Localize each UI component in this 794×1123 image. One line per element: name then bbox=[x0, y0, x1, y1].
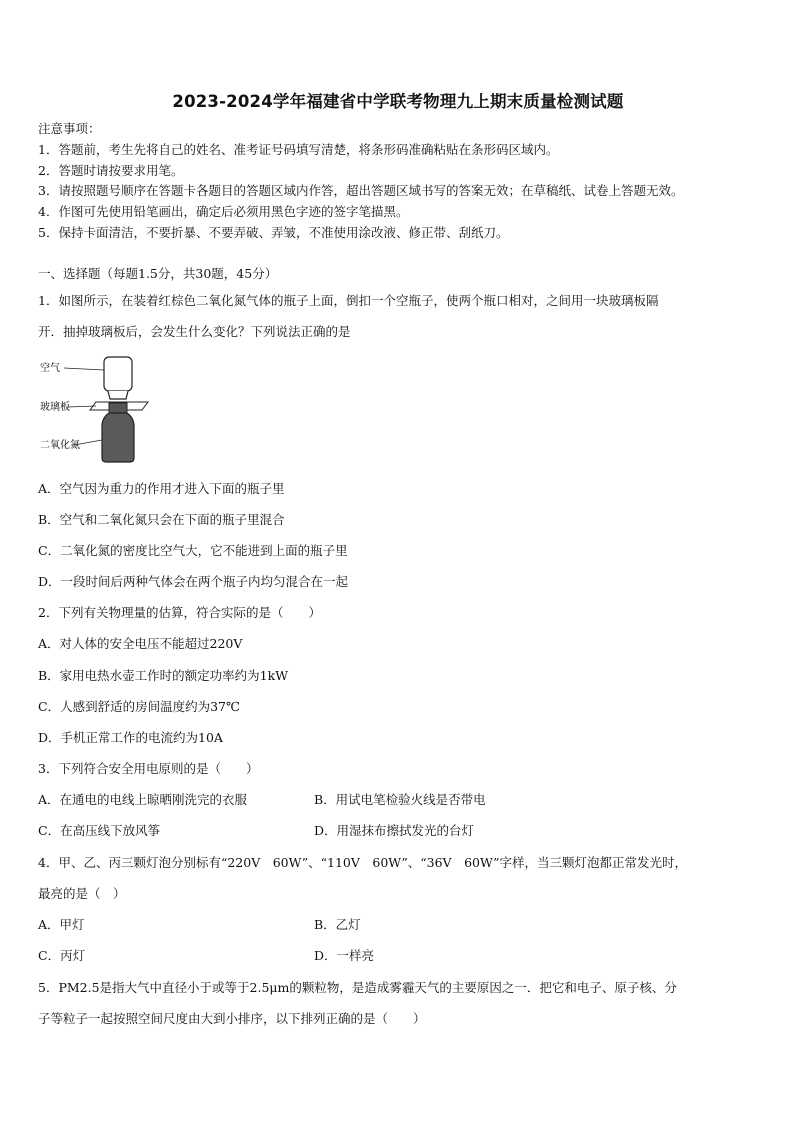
notice-heading: 注意事项： bbox=[38, 121, 101, 136]
question-3-option-d: D．用湿抹布擦拭发光的台灯 bbox=[314, 823, 475, 838]
question-4-option-a: A．甲灯 bbox=[38, 917, 85, 932]
notice-item: 4．作图可先使用铅笔画出，确定后必须用黑色字迹的签字笔描黑。 bbox=[38, 204, 409, 220]
question-3-option-c: C．在高压线下放风筝 bbox=[38, 823, 161, 838]
question-4-option-b: B．乙灯 bbox=[314, 917, 361, 932]
question-1-option-d: D．一段时间后两种气体会在两个瓶子内均匀混合在一起 bbox=[38, 574, 349, 589]
question-1-option-b: B．空气和二氧化氮只会在下面的瓶子里混合 bbox=[38, 512, 285, 527]
question-4-stem-line2: 最亮的是（ ） bbox=[38, 886, 126, 901]
question-2-option-c: C．人感到舒适的房间温度约为37℃ bbox=[38, 699, 240, 714]
question-2-stem: 2．下列有关物理量的估算，符合实际的是（ ） bbox=[38, 605, 321, 620]
question-2-option-b: B．家用电热水壶工作时的额定功率约为1kW bbox=[38, 668, 289, 683]
question-3-option-b: B．用试电笔检验火线是否带电 bbox=[314, 792, 486, 807]
question-3-stem: 3．下列符合安全用电原则的是（ ） bbox=[38, 761, 259, 776]
notice-block bbox=[38, 119, 683, 244]
section-title: 一、选择题（每题1.5分，共30题，45分） bbox=[38, 266, 278, 281]
question-1-option-a: A．空气因为重力的作用才进入下面的瓶子里 bbox=[38, 481, 285, 496]
question-5-stem-line2: 子等粒子一起按照空间尺度由大到小排序，以下排列正确的是（ ） bbox=[38, 1011, 426, 1026]
question-1-stem-line1: 1．如图所示，在装着红棕色二氧化氮气体的瓶子上面，倒扣一个空瓶子，使两个瓶口相对，之间用一块玻璃板隔 bbox=[38, 293, 659, 308]
figure-label-glass: 玻璃板 bbox=[40, 402, 70, 413]
notice-item: 5．保持卡面清洁，不要折暴、不要弄破、弄皱，不准使用涂改液、修正带、刮纸刀。 bbox=[38, 224, 509, 240]
page-title: 2023-2024学年福建省中学联考物理九上期末质量检测试题 bbox=[172, 92, 624, 111]
question-1-stem-line2: 开．抽掉玻璃板后，会发生什么变化？下列说法正确的是 bbox=[38, 324, 351, 339]
bottle-diffusion-figure bbox=[38, 352, 158, 467]
question-4-option-d: D．一样亮 bbox=[314, 948, 375, 963]
notice-item: 2．答题时请按要求用笔。 bbox=[38, 162, 184, 178]
notice-item: 3．请按照题号顺序在答题卡各题目的答题区域内作答，超出答题区域书写的答案无效；在草稿纸、试卷上答题无效。 bbox=[38, 183, 684, 199]
figure-label-gas: 二氧化氮 bbox=[40, 440, 80, 451]
question-4-option-c: C．丙灯 bbox=[38, 948, 86, 963]
question-1-option-c: C．二氧化氮的密度比空气大，它不能进到上面的瓶子里 bbox=[38, 543, 348, 558]
notice-item: 1．答题前，考生先将自己的姓名、准考证号码填写清楚，将条形码准确粘贴在条形码区域内。 bbox=[38, 141, 559, 157]
question-2-option-d: D．手机正常工作的电流约为10A bbox=[38, 730, 223, 745]
question-4-stem-line1: 4．甲、乙、丙三颗灯泡分别标有“220V 60W”、“110V 60W”、“36V 60W”字样，当三颗灯泡都正常发光时， bbox=[38, 855, 687, 870]
question-5-stem-line1: 5．PM2.5是指大气中直径小于或等于2.5μm的颗粒物，是造成雾霾天气的主要原因之一．把它和电子、原子核、分 bbox=[38, 980, 677, 995]
question-2-option-a: A．对人体的安全电压不能超过220V bbox=[38, 636, 243, 651]
figure-label-air: 空气 bbox=[40, 363, 60, 374]
question-3-option-a: A．在通电的电线上晾晒刚洗完的衣服 bbox=[38, 792, 248, 807]
